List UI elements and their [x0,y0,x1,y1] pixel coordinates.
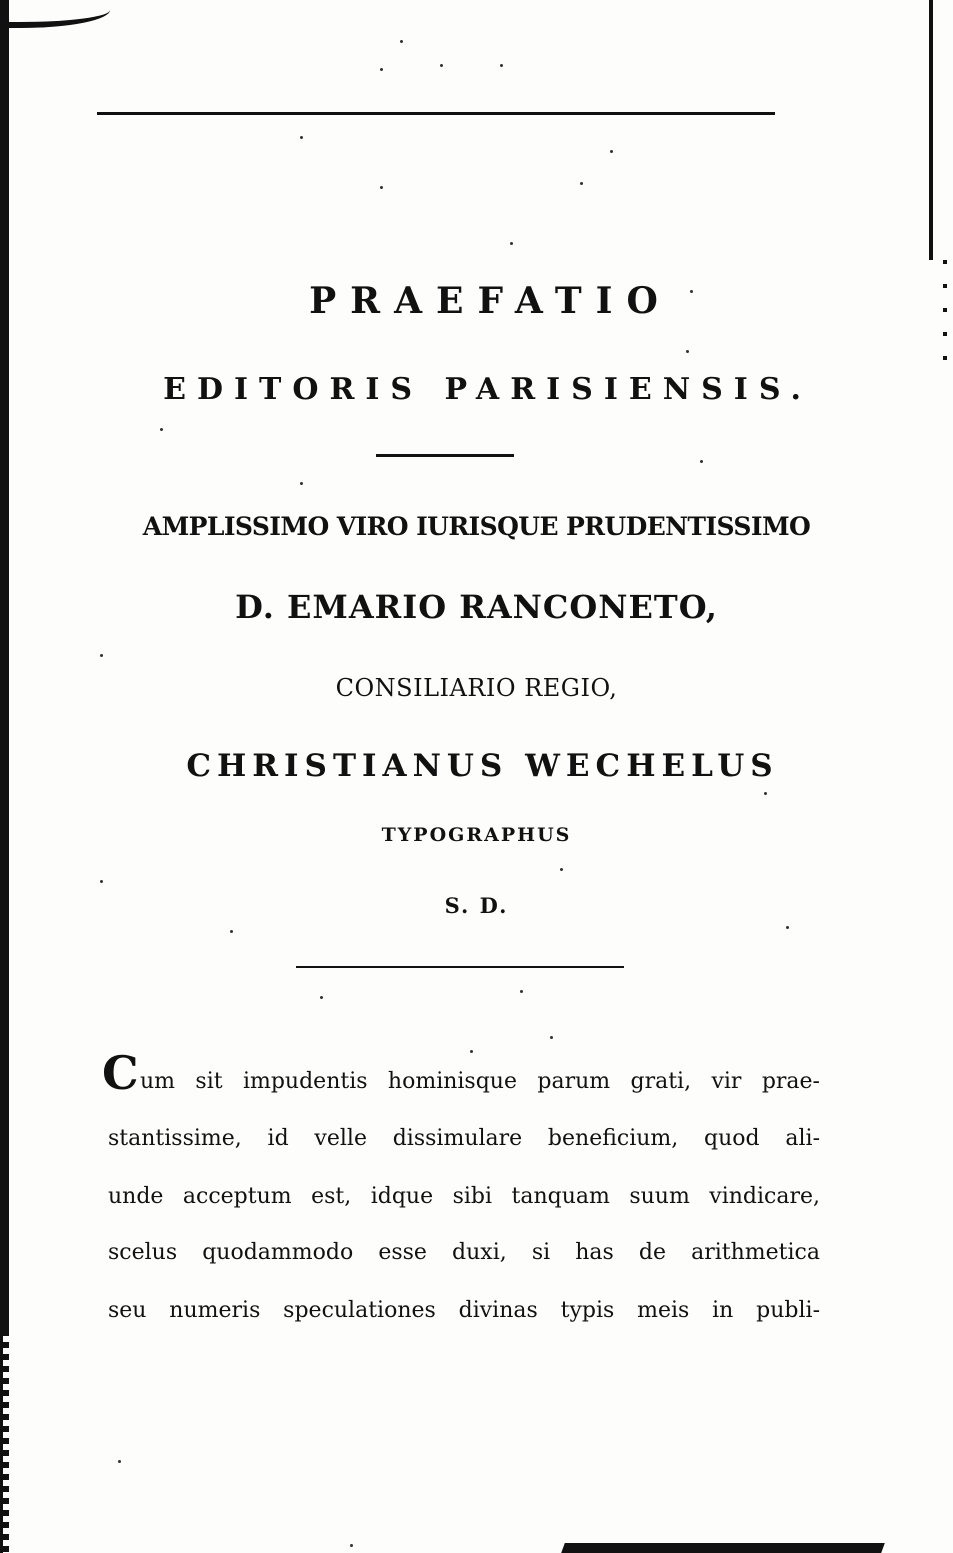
scan-right-border [929,0,953,260]
author-role: TYPOGRAPHUS [381,824,572,846]
author-name: CHRISTIANUS WECHELUS [186,748,779,784]
scan-corner-mark [0,0,110,28]
body-line: seu numeris speculationes divinas typis meis in publi- [108,1298,820,1323]
speck [560,868,563,871]
speck [510,242,513,245]
body-line: stantissime, id velle dissimulare beneficium, quod ali- [108,1126,820,1151]
body-line: um sit impudentis hominisque parum grati, vir prae- [140,1069,820,1094]
speck [400,40,403,43]
speck [300,136,303,139]
speck [320,996,323,999]
speck [786,926,789,929]
speck [610,150,613,153]
speck [380,68,383,71]
scan-left-border-dashes [3,1330,9,1553]
speck [100,880,103,883]
speck [520,990,523,993]
speck [686,350,689,353]
speck [380,186,383,189]
body-line: unde acceptum est, idque sibi tanquam suum vindicare, [108,1184,820,1209]
dedication-line-1: AMPLISSIMO VIRO IURISQUE PRUDENTISSIMO [142,512,811,541]
speck [580,182,583,185]
scan-bottom-mark [561,1543,885,1553]
speck [764,792,767,795]
dedication-name: D. EMARIO RANCONETO, [235,588,718,626]
speck [500,64,503,67]
speck [160,428,163,431]
speck [118,1460,121,1463]
speck [700,460,703,463]
speck [100,654,103,657]
greeting: S. D. [444,893,509,918]
speck [350,1544,353,1547]
body-line: scelus quodammodo esse duxi, si has de arithmetica [108,1240,820,1265]
short-rule [376,454,514,457]
speck [440,64,443,67]
speck [230,930,233,933]
top-rule [97,112,775,115]
speck [470,1050,473,1053]
drop-initial: C [102,1046,139,1100]
speck [550,1036,553,1039]
section-rule [296,966,624,968]
page-subtitle: EDITORIS PARISIENSIS. [163,372,812,407]
page-title: PRAEFATIO [309,280,672,322]
speck [300,482,303,485]
dedication-title: CONSILIARIO REGIO, [335,674,618,702]
